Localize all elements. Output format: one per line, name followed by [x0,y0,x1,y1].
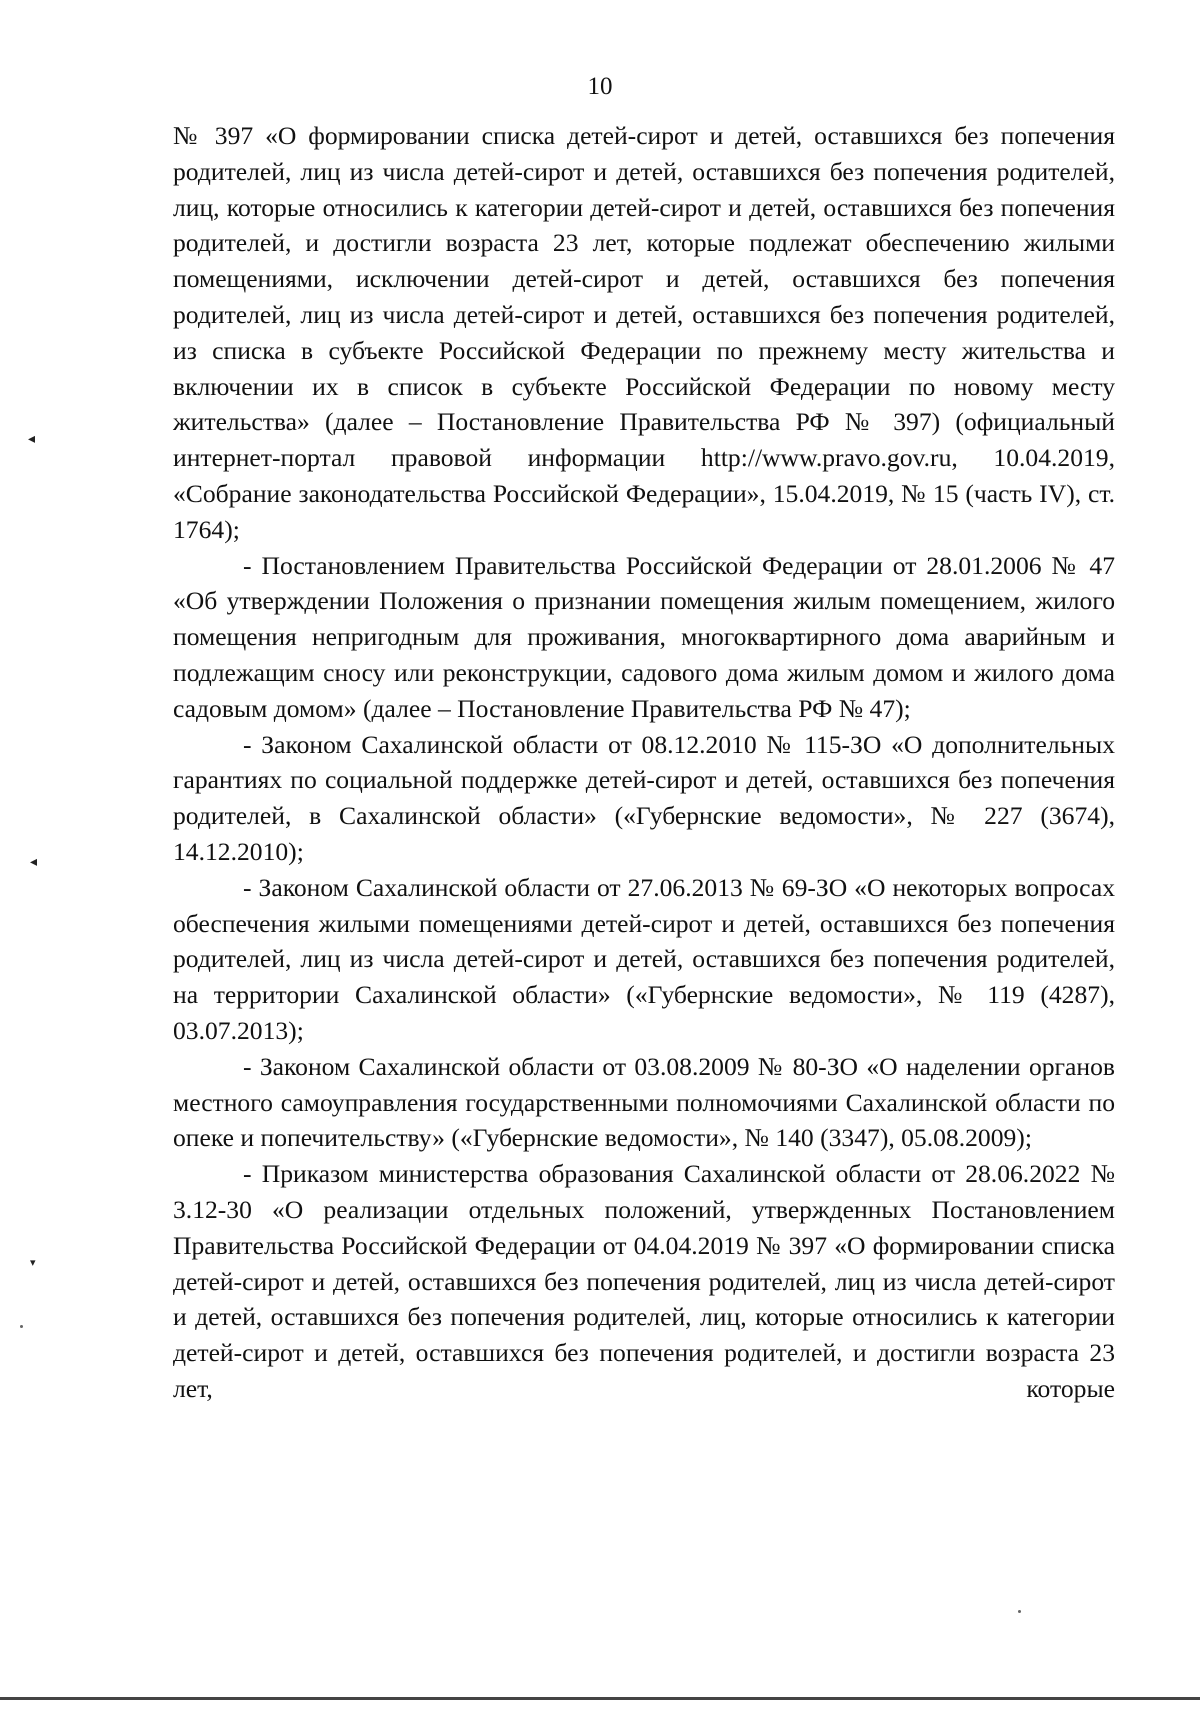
paragraph-law-115: - Законом Сахалинской области от 08.12.2010 № 115-ЗО «О дополнительных гарантиях по социальной поддержке детей-сирот и детей, оставшихся без попечения родителей, в Сахалинской области» («Губернские ведомости», № 227 (3674), 14.12.2010); [173,729,1115,866]
scan-mark-icon: ◂ [30,854,38,870]
page-number: 10 [587,73,613,100]
scan-mark-icon: ▾ [30,1256,36,1269]
scan-speck [20,1325,23,1328]
paragraph-law-80: - Законом Сахалинской области от 03.08.2009 № 80-ЗО «О наделении органов местного самоуправления государственными полномочиями Сахалинской области по опеке и попечительству» («Губернские ведомости», № 140 (3347), 05.08.2009); [173,1051,1115,1153]
scan-speck [1018,1610,1021,1613]
scan-bottom-edge [0,1697,1200,1700]
paragraph-order-3-12-30: - Приказом министерства образования Сахалинской области от 28.06.2022 № 3.12-30 «О реализации отдельных положений, утвержденных Постановлением Правительства Российской Федерации от 04.04.2019 № 397 «О формировании списка детей-сирот и детей, оставшихся без попечения родителей, лиц из числа детей-сирот и детей, оставшихся без попечения родителей, лиц, которые относились к категории детей-сирот и детей, оставшихся без попечения родителей, и достигли возраста 23 лет, которые [173,1159,1115,1403]
paragraph-decree-47: - Постановлением Правительства Российской Федерации от 28.01.2006 № 47 «Об утверждении Положения о признании помещения жилым помещением, жилого помещения непригодным для проживания, многоквартирного дома аварийным и подлежащим сносу или реконструкции, садового дома жилым домом и жилого дома садовым домом» (далее – Постановление Правительства РФ № 47); [173,550,1115,723]
document-body [173,118,1115,1407]
paragraph-law-69: - Законом Сахалинской области от 27.06.2013 № 69-ЗО «О некоторых вопросах обеспечения жилыми помещениями детей-сирот и детей, оставшихся без попечения родителей, лиц из числа детей-сирот и детей, оставшихся без попечения родителей, на территории Сахалинской области» («Губернские ведомости», № 119 (4287), 03.07.2013); [173,872,1115,1045]
paragraph-continuation: № 397 «О формировании списка детей-сирот и детей, оставшихся без попечения родителей, лиц из числа детей-сирот и детей, оставшихся без попечения родителей, лиц, которые относились к категории детей-сирот и детей, оставшихся без попечения родителей, и достигли возраста 23 лет, которые подлежат обеспечению жилыми помещениями, исключении детей-сирот и детей, оставшихся без попечения родителей, лиц из числа детей-сирот и детей, оставшихся без попечения родителей, из списка в субъекте Российской Федерации по прежнему месту жительства и включении их в список в субъекте Российской Федерации по новому месту жительства» (далее – Постановление Правительства РФ № 397) (официальный интернет-портал правовой информации http://www.pravo.gov.ru, 10.04.2019, «Собрание законодательства Российской Федерации», 15.04.2019, № 15 (часть IV), ст. 1764); [173,121,1115,544]
scan-mark-icon: ◂ [28,431,36,447]
